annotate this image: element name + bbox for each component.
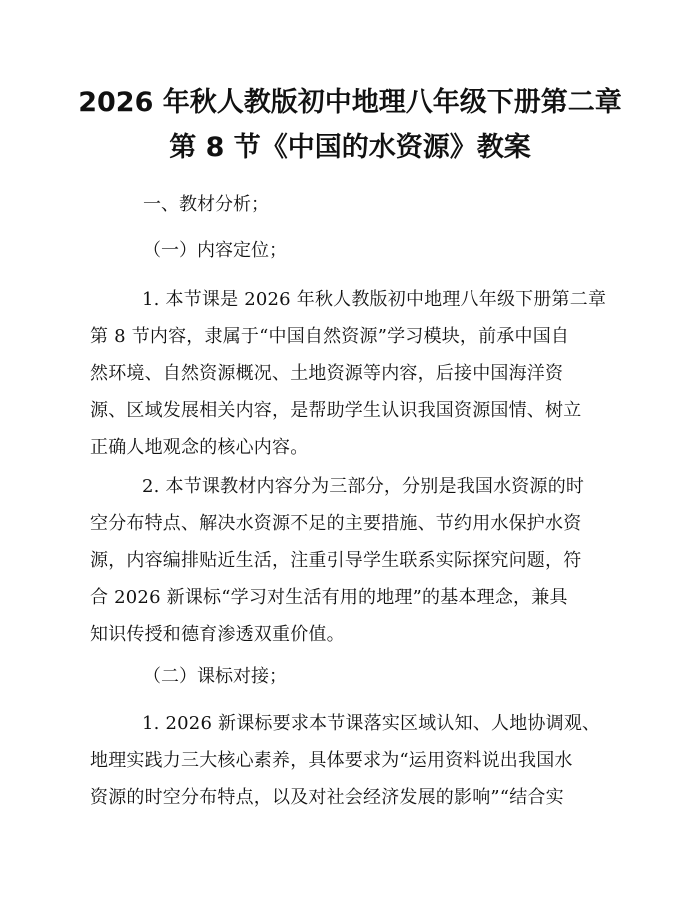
paragraph-line: 源，内容编排贴近生活，注重引导学生联系实际探究问题，符 [90,550,582,571]
paragraph-line: 正确人地观念的核心内容。 [90,437,309,458]
paragraph-line: 然环境、自然资源概况、土地资源等内容，后接中国海洋资 [90,363,564,384]
paragraph-line: 资源的时空分布特点，以及对社会经济发展的影响”“结合实 [90,787,564,808]
paragraph-line: 1. 2026 新课标要求本节课落实区域认知、人地协调观、 [142,713,601,734]
paragraph-line: 空分布特点、解决水资源不足的主要措施、节约用水保护水资 [90,513,582,534]
section-heading-teaching-material-analysis: 一、教材分析； [143,194,269,215]
paragraph-content-positioning-2 [90,468,610,653]
paragraph-line: 地理实践力三大核心素养，具体要求为“运用资料说出我国水 [90,750,573,771]
paragraph-content-positioning-1 [90,281,610,466]
document-title-line-1: 2026 年秋人教版初中地理八年级下册第二章 [78,87,622,118]
document-title-line-2: 第 8 节《中国的水资源》教案 [169,132,531,163]
paragraph-line: 第 8 节内容，隶属于“中国自然资源”学习模块，前承中国自 [90,326,570,347]
paragraph-curriculum-alignment-1 [90,705,610,816]
paragraph-line: 知识传授和德育渗透双重价值。 [90,624,345,645]
subsection-heading-curriculum-alignment: （二）课标对接； [143,666,287,687]
paragraph-line: 合 2026 新课标“学习对生活有用的地理”的基本理念，兼具 [90,587,568,608]
paragraph-line: 源、区域发展相关内容，是帮助学生认识我国资源国情、树立 [90,400,582,421]
subsection-heading-content-positioning: （一）内容定位； [143,240,287,261]
paragraph-line: 1. 本节课是 2026 年秋人教版初中地理八年级下册第二章 [142,289,607,310]
paragraph-line: 2. 本节课教材内容分为三部分，分别是我国水资源的时 [142,476,585,497]
